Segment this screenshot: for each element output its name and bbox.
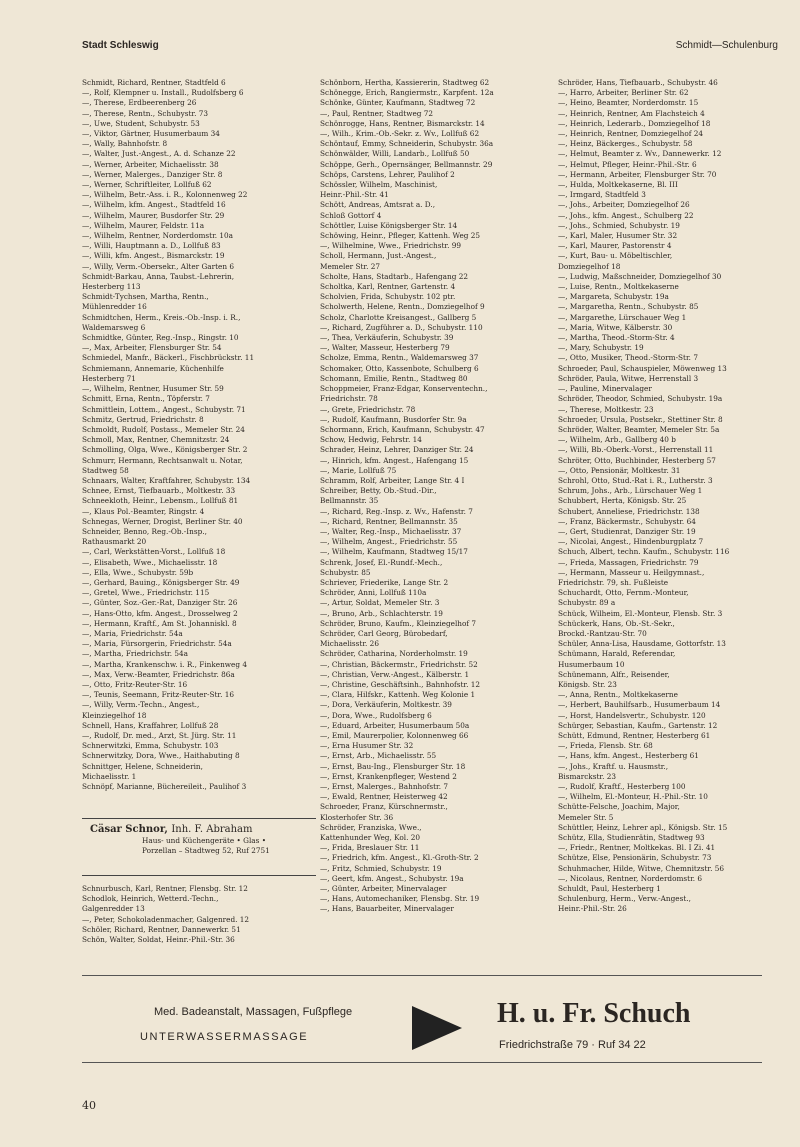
directory-entry: —, Hermann, Arbeiter, Flensburger Str. 70 — [558, 169, 717, 179]
directory-entry: —, Clara, Hilfskr., Kattenh. Weg Kolonie 1 — [320, 690, 476, 700]
directory-entry: Schoppmeier, Franz-Edgar, Konserventechn., — [320, 384, 488, 394]
directory-entry: Schmolling, Olga, Wwe., Königsberger Str. 2 — [82, 445, 248, 455]
directory-entry: Schröter, Otto, Buchbinder, Hesterberg 57 — [558, 455, 716, 465]
directory-entry: Schloß Gottorf 4 — [320, 210, 382, 220]
directory-entry: —, Max, Arbeiter, Flensburger Str. 54 — [82, 343, 222, 353]
directory-entry: Schmidtchen, Herm., Kreis.-Ob.-Insp. i. R., — [82, 312, 241, 322]
ad-schuch-underwater: UNTERWASSERMASSAGE — [140, 1031, 309, 1043]
directory-entry: —, Ewald, Rentner, Heisterweg 42 — [320, 792, 448, 802]
directory-entry: Schröder, Franziska, Wwe., — [320, 822, 422, 832]
directory-entry: Mühlenredder 16 — [82, 302, 147, 312]
directory-entry: —, Harro, Arbeiter, Berliner Str. 62 — [558, 88, 689, 98]
directory-entry: Schönrogge, Hans, Rentner, Bismarckstr. 14 — [320, 118, 485, 128]
directory-entry: Schünemann, Alfr., Reisender, — [558, 669, 670, 679]
directory-entry: Schröder, Theodor, Schmied, Schubystr. 19a — [558, 394, 723, 404]
directory-entry: —, Friedr., Rentner, Moltkekas. Bl. I Zi. 41 — [558, 843, 716, 853]
directory-entry: Michaelisstr. 26 — [320, 639, 379, 649]
directory-entry: Scholte, Hans, Stadtarb., Hafengang 22 — [320, 271, 468, 281]
directory-entry: Memeler Str. 5 — [558, 812, 614, 822]
directory-entry: —, Richard, Zugführer a. D., Schubystr. 110 — [320, 322, 483, 332]
directory-entry: Bellmannstr. 35 — [320, 496, 379, 506]
directory-entry: Schomaker, Otto, Kassenbote, Schulberg 6 — [320, 363, 479, 373]
ad-caesar-schnor — [82, 818, 316, 876]
directory-entry: Schrader, Heinz, Lehrer, Danziger Str. 24 — [320, 445, 474, 455]
directory-entry: —, Walter, Masseur, Hesterberg 79 — [320, 343, 450, 353]
directory-entry: Schroeder, Franz, Kürschnermstr., — [320, 802, 448, 812]
directory-entry: Königsb. Str. 23 — [558, 679, 617, 689]
directory-entry: Schöwing, Heinr., Pfleger, Kattenh. Weg 25 — [320, 231, 481, 241]
directory-entry: —, Christine, Geschäftsinh., Bahnhofstr. 12 — [320, 679, 480, 689]
directory-entry: Schürger, Sebastian, Kaufm., Gartenstr. 12 — [558, 720, 718, 730]
directory-entry: Schütte-Felsche, Joachim, Major, — [558, 802, 680, 812]
directory-entry: Waldemarsweg 6 — [82, 322, 146, 332]
directory-entry: —, Anna, Rentn., Moltkekaserne — [558, 690, 678, 700]
directory-entry: Scholze, Emma, Rentn., Waldemarsweg 37 — [320, 353, 479, 363]
directory-entry: Schuch, Albert, techn. Kaufm., Schubystr. 116 — [558, 547, 730, 557]
column-1-continued — [82, 884, 316, 945]
directory-entry: Heinr.-Phil.-Str. 41 — [320, 190, 389, 200]
directory-entry: Schuldt, Paul, Hesterberg 1 — [558, 884, 661, 894]
page-number: 40 — [82, 1099, 96, 1112]
directory-entry: Schnell, Hans, Kraffahrer, Lollfuß 28 — [82, 720, 219, 730]
directory-entry: Schmoll, Max, Rentner, Chemnitzstr. 24 — [82, 435, 230, 445]
directory-entry: —, Otto, Pensionär, Moltkestr. 31 — [558, 465, 681, 475]
directory-entry: —, Rudolf, Kraftf., Hesterberg 100 — [558, 782, 686, 792]
directory-entry: Schmidt-Barkau, Anna, Taubst.-Lehrerin, — [82, 271, 235, 281]
directory-entry: —, Heinrich, Lederarb., Domziegelhof 18 — [558, 118, 711, 128]
directory-entry: Schnegas, Werner, Drogist, Berliner Str. 40 — [82, 516, 243, 526]
ad-schuch-footer — [82, 975, 762, 1063]
directory-entry: —, Richard, Rentner, Bellmannstr. 35 — [320, 516, 458, 526]
header-range: Schmidt—Schulenburg — [675, 40, 778, 51]
directory-entry: —, Helmut, Beamter z. Wv., Dannewerkr. 12 — [558, 149, 722, 159]
directory-entry: Stadtweg 58 — [82, 465, 129, 475]
directory-entry: Schramm, Rolf, Arbeiter, Lange Str. 4 I — [320, 475, 465, 485]
ad-schnor-name: Cäsar Schnor, — [90, 824, 168, 835]
directory-entry: —, Wilhelmine, Wwe., Friedrichstr. 99 — [320, 241, 462, 251]
ad-schnor-line2: Haus- und Küchengeräte • Glas • — [142, 836, 267, 845]
directory-entry: —, Ludwig, Maßschneider, Domziegelhof 30 — [558, 271, 722, 281]
directory-entry: —, Bruno, Arb., Schlachterstr. 19 — [320, 608, 443, 618]
directory-entry: —, Frieda, Massagen, Friedrichstr. 79 — [558, 557, 699, 567]
directory-entry: —, Viktor, Gärtner, Husumerbaum 34 — [82, 129, 220, 139]
directory-entry: Heinr.-Phil.-Str. 26 — [558, 904, 627, 914]
directory-entry: Scholwerth, Helene, Rentn., Domziegelhof 9 — [320, 302, 485, 312]
directory-entry: Schückerk, Hans, Ob.-St.-Sekr., — [558, 618, 675, 628]
directory-entry: Schnaars, Walter, Kraftfahrer, Schubystr. 134 — [82, 475, 251, 485]
directory-entry: Friedrichstr. 78 — [320, 394, 378, 404]
directory-entry: —, Wally, Bahnhofstr. 8 — [82, 139, 168, 149]
directory-entry: —, Willi, Hauptmann a. D., Lollfuß 83 — [82, 241, 221, 251]
directory-entry: —, Karl, Maurer, Pastorenstr 4 — [558, 241, 672, 251]
directory-entry: —, Maria, Fürsorgerin, Friedrichstr. 54a — [82, 639, 232, 649]
directory-entry: Schümann, Harald, Referendar, — [558, 649, 676, 659]
directory-entry: —, Nicolai, Angest., Hindenburgplatz 7 — [558, 537, 704, 547]
directory-entry: —, Martha, Krankenschw. i. R., Finkenweg 4 — [82, 659, 248, 669]
directory-entry: Schött, Andreas, Amtsrat a. D., — [320, 200, 436, 210]
directory-entry: —, Horst, Handelsvertr., Schubystr. 120 — [558, 710, 706, 720]
header-city: Stadt Schleswig — [82, 40, 159, 51]
running-header — [82, 40, 778, 58]
directory-entry: —, Herbert, Bauhilfsarb., Husumerbaum 14 — [558, 700, 721, 710]
directory-entry: Schubbert, Herta, Königsb. Str. 25 — [558, 496, 687, 506]
ad-schuch-company: H. u. Fr. Schuch — [497, 998, 691, 1029]
column-1 — [82, 78, 316, 792]
directory-entry: —, Emil, Maurerpolier, Kolonnenweg 66 — [320, 731, 469, 740]
directory-entry: Schrohl, Otto, Stud.-Rat i. R., Lutherstr. 3 — [558, 475, 713, 485]
directory-entry: Michaelisstr. 1 — [82, 771, 137, 781]
directory-entry: Klosterhofer Str. 36 — [320, 812, 394, 822]
directory-entry: Schriever, Friederike, Lange Str. 2 — [320, 577, 449, 587]
directory-entry: Scholtka, Karl, Rentner, Gartenstr. 4 — [320, 282, 456, 292]
directory-entry: —, Richard, Reg.-Insp. z. Wv., Hafenstr. 7 — [320, 506, 473, 516]
directory-entry: —, Günter, Soz.-Ger.-Rat, Danziger Str. 26 — [82, 598, 238, 608]
directory-entry: Domziegelhof 18 — [558, 261, 621, 271]
directory-entry: —, Günter, Arbeiter, Minervalager — [320, 884, 447, 894]
directory-entry: Husumerbaum 10 — [558, 659, 625, 669]
directory-entry: —, Hans, Bauarbeiter, Minervalager — [320, 904, 454, 914]
ad-schuch-address: Friedrichstraße 79 · Ruf 34 22 — [499, 1039, 646, 1051]
directory-entry: —, Gretel, Wwe., Friedrichstr. 115 — [82, 588, 210, 598]
arrow-icon — [412, 1006, 462, 1050]
directory-entry: Schnerwitzky, Dora, Wwe., Haithabuting 8 — [82, 751, 240, 761]
directory-entry: Schnöpf, Marianne, Büchereileit., Paulihof 3 — [82, 782, 247, 792]
directory-entry: Schönborn, Hertha, Kassiererin, Stadtweg 62 — [320, 78, 490, 87]
directory-entry: Schuhmacher, Hilde, Witwe, Chemnitzstr. 56 — [558, 863, 724, 873]
directory-entry: —, Paul, Rentner, Stadtweg 72 — [320, 108, 434, 118]
directory-entry: —, Franz, Bäckermstr., Schubystr. 64 — [558, 516, 696, 526]
directory-entry: —, Wilhelm, Arb., Gallberg 40 b — [558, 435, 676, 445]
directory-entry: Schönke, Günter, Kaufmann, Stadtweg 72 — [320, 98, 476, 108]
directory-entry: Schröder, Paula, Witwe, Herrenstall 3 — [558, 373, 699, 383]
directory-entry: —, Uwe, Student, Schubystr. 53 — [82, 118, 200, 128]
directory-entry: —, Fritz, Schmied, Schubystr. 19 — [320, 863, 442, 873]
directory-entry: Schmittlein, Lottem., Angest., Schubystr. 71 — [82, 404, 246, 414]
directory-entry: —, Christian, Verw.-Angest., Kälberstr. 1 — [320, 669, 470, 679]
directory-entry: —, Hulda, Moltkekaserne, Bl. III — [558, 180, 678, 190]
directory-entry: —, Gerhard, Bauing., Königsberger Str. 49 — [82, 577, 240, 587]
directory-entry: Bismarckstr. 23 — [558, 771, 616, 781]
directory-entry: —, Ernst, Krankenpfleger, Westend 2 — [320, 771, 457, 781]
directory-entry: —, Willy, Verm.-Obersekr., Alter Garten 6 — [82, 261, 235, 271]
directory-entry: —, Wilhelm, Maurer, Busdorfer Str. 29 — [82, 210, 225, 220]
directory-entry: —, Martha, Theod.-Storm-Str. 4 — [558, 333, 675, 343]
directory-entry: —, Mary, Schubystr. 19 — [558, 343, 644, 353]
directory-entry: Kattenhunder Weg, Kol. 20 — [320, 833, 421, 843]
directory-entry: —, Ella, Wwe., Schubystr. 59b — [82, 567, 194, 577]
directory-entry: —, Rudolf, Kaufmann, Busdorfer Str. 9a — [320, 414, 467, 424]
directory-entry: —, Walter, Reg.-Insp., Michaelisstr. 37 — [320, 526, 462, 536]
directory-entry: —, Hermann, Masseur u. Heilgymnast., — [558, 567, 705, 577]
directory-entry: Schodlok, Heinrich, Wetterd.-Techn., — [82, 894, 219, 904]
directory-entry: —, Friedrich, kfm. Angest., Kl.-Groth-Str. 2 — [320, 853, 479, 863]
directory-entry: —, Grete, Friedrichstr. 78 — [320, 404, 416, 414]
directory-entry: —, Dora, Wwe., Rudolfsberg 6 — [320, 710, 432, 720]
directory-entry: —, Nicolaus, Rentner, Norderdomstr. 6 — [558, 873, 703, 883]
directory-entry: Hesterberg 113 — [82, 282, 141, 292]
directory-entry: —, Heinrich, Rentner, Am Flachsteich 4 — [558, 108, 705, 118]
directory-entry: —, Klaus Pol.-Beamter, Ringstr. 4 — [82, 506, 205, 516]
directory-entry: Schreiber, Betty, Ob.-Stud.-Dir., — [320, 486, 437, 496]
directory-entry: —, Teunis, Seemann, Fritz-Reuter-Str. 16 — [82, 690, 234, 700]
directory-entry: Schrum, Johs., Arb., Lürschauer Weg 1 — [558, 486, 703, 496]
directory-entry: —, Kurt, Bau- u. Möbeltischler, — [558, 251, 673, 261]
directory-entry: Schüttler, Heinz, Lehrer apl., Königsb. Str. 15 — [558, 822, 728, 832]
directory-entry: —, Therese, Erdbeerenberg 26 — [82, 98, 197, 108]
directory-entry: —, Wilhelm, Betr.-Ass. i. R., Kolonnenweg 22 — [82, 190, 248, 200]
directory-entry: Galgenredder 13 — [82, 904, 145, 914]
directory-entry: Schmitt, Erna, Rentn., Töpferstr. 7 — [82, 394, 210, 404]
directory-entry: —, Otto, Fritz-Reuter-Str. 16 — [82, 679, 188, 689]
directory-entry: Schmidtke, Günter, Reg.-Insp., Ringstr. 10 — [82, 333, 239, 343]
directory-entry: —, Rudolf, Dr. med., Arzt, St. Jürg. Str. 11 — [82, 731, 237, 740]
directory-entry: —, Heinz, Bäckerges., Schubystr. 58 — [558, 139, 693, 149]
directory-entry: Schütt, Edmund, Rentner, Hesterberg 61 — [558, 731, 711, 740]
directory-entry: —, Wilhelm, El.-Monteur, H.-Phil.-Str. 10 — [558, 792, 708, 802]
directory-entry: Brockd.-Rantzau-Str. 70 — [558, 628, 647, 638]
directory-entry: —, Hermann, Kraftf., Am St. Johanniskl. 8 — [82, 618, 237, 628]
directory-entry: Schroeder, Paul, Schauspieler, Möwenweg 13 — [558, 363, 727, 373]
directory-entry: Schüler, Anna-Lisa, Hausdame, Gottorfstr. 13 — [558, 639, 726, 649]
directory-entry: Schössler, Wilhelm, Maschinist, — [320, 180, 438, 190]
directory-entry: Hesterberg 71 — [82, 373, 136, 383]
directory-entry: Schomann, Emilie, Rentn., Stadtweg 80 — [320, 373, 468, 383]
directory-entry: —, Thea, Verkäuferin, Schubystr. 39 — [320, 333, 454, 343]
directory-entry: —, Gert, Studienrat, Danziger Str. 19 — [558, 526, 696, 536]
directory-entry: Schubert, Anneliese, Friedrichstr. 138 — [558, 506, 700, 516]
directory-entry: Schmurr, Hermann, Rechtsanwalt u. Notar, — [82, 455, 243, 465]
directory-entry: —, Ernst, Bau-Ing., Flensburger Str. 18 — [320, 761, 466, 771]
directory-entry: —, Max, Verw.-Beamter, Friedrichstr. 86a — [82, 669, 235, 679]
directory-entry: —, Otto, Musiker, Theod.-Storm-Str. 7 — [558, 353, 698, 363]
directory-entry: —, Wilhelm, Rentner, Norderdomstr. 10a — [82, 231, 234, 241]
directory-entry: —, Ernst, Arb., Michaelisstr. 55 — [320, 751, 437, 761]
directory-entry: —, Wilhelm, Angest., Friedrichstr. 55 — [320, 537, 458, 547]
directory-entry: —, Margareta, Schubystr. 19a — [558, 292, 669, 302]
directory-entry: Schneekloth, Heinr., Lebensm., Lollfuß 81 — [82, 496, 239, 506]
directory-entry: —, Therese, Rentn., Schubystr. 73 — [82, 108, 208, 118]
directory-entry: —, Frieda, Flensb. Str. 68 — [558, 741, 653, 751]
directory-entry: —, Johs., Kraftf. u. Hausmstr., — [558, 761, 669, 771]
ad-schnor-owner: Inh. F. Abraham — [171, 824, 253, 835]
directory-entry: Schmitz, Gertrud, Friedrichstr. 8 — [82, 414, 204, 424]
directory-entry: Scholl, Hermann, Just.-Angest., — [320, 251, 437, 261]
directory-entry: Kleinziegelhof 18 — [82, 710, 147, 720]
directory-entry: —, Maria, Friedrichstr. 54a — [82, 628, 183, 638]
directory-entry: Schröder, Catharina, Norderholmstr. 19 — [320, 649, 468, 659]
directory-entry: Schöntauf, Emmy, Schneiderin, Schubystr. 36a — [320, 139, 494, 149]
directory-entry: —, Johs., Arbeiter, Domziegelhof 26 — [558, 200, 690, 210]
directory-entry: Schütze, Else, Pensionärin, Schubystr. 73 — [558, 853, 712, 863]
directory-entry: Schmidt, Richard, Rentner, Stadtfeld 6 — [82, 78, 226, 87]
directory-entry: —, Hans, kfm. Angest., Hesterberg 61 — [558, 751, 699, 761]
directory-entry: —, Pauline, Minervalager — [558, 384, 652, 394]
directory-entry: Schröder, Bruno, Kaufm., Kleinziegelhof 7 — [320, 618, 477, 628]
directory-entry: —, Margarethe, Lürschauer Weg 1 — [558, 312, 687, 322]
directory-entry: —, Erna Husumer Str. 32 — [320, 741, 414, 751]
directory-entry: Schröder, Hans, Tiefbauarb., Schubystr. 46 — [558, 78, 718, 87]
directory-entry: Schön, Walter, Soldat, Heinr.-Phil.-Str. 36 — [82, 935, 235, 945]
directory-entry: Schröder, Carl Georg, Bürobedarf, — [320, 628, 448, 638]
directory-entry: —, Wilh., Krim.-Ob.-Sekr. z. Wv., Lollfuß 62 — [320, 129, 480, 139]
directory-entry: Schmiemann, Annemarie, Küchenhilfe — [82, 363, 224, 373]
directory-entry: —, Hans-Otto, kfm. Angest., Drosselweg 2 — [82, 608, 238, 618]
directory-entry: Schnittger, Helene, Schneiderin, — [82, 761, 203, 771]
directory-entry: —, Helmut, Pfleger, Heinr.-Phil.-Str. 6 — [558, 159, 697, 169]
directory-entry: —, Carl, Werkstätten-Vorst., Lollfuß 18 — [82, 547, 226, 557]
directory-entry: Schöttler, Luise Königsberger Str. 14 — [320, 220, 458, 230]
column-2 — [320, 78, 552, 915]
directory-entry: —, Heinrich, Rentner, Domziegelhof 24 — [558, 129, 704, 139]
directory-entry: —, Therese, Moltkestr. 23 — [558, 404, 654, 414]
directory-entry: Schuchardt, Otto, Fernm.-Monteur, — [558, 588, 689, 598]
directory-entry: Schröder, Anni, Lollfuß 110a — [320, 588, 427, 598]
directory-entry: —, Werner, Schriftleiter, Lollfuß 62 — [82, 180, 212, 190]
directory-entry: Schöler, Richard, Rentner, Dannewerkr. 51 — [82, 924, 241, 934]
directory-entry: —, Peter, Schokoladenmacher, Galgenred. 12 — [82, 914, 250, 924]
directory-entry: —, Irmgard, Stadtfeld 3 — [558, 190, 646, 200]
directory-entry: Schulenburg, Herm., Verw.-Angest., — [558, 894, 691, 904]
directory-entry: —, Maria, Witwe, Kälberstr. 30 — [558, 322, 673, 332]
directory-entry: —, Wilhelm, Maurer, Feldstr. 11a — [82, 220, 205, 230]
directory-entry: —, Walter, Just.-Angest., A. d. Schanze 22 — [82, 149, 236, 159]
directory-entry: —, Frida, Breslauer Str. 11 — [320, 843, 420, 853]
directory-entry: Schmidt-Tychsen, Martha, Rentn., — [82, 292, 209, 302]
directory-entry: —, Hans, Automechaniker, Flensbg. Str. 19 — [320, 894, 480, 904]
directory-entry: Rathausmarkt 20 — [82, 537, 147, 547]
directory-entry: —, Christian, Bäckermstr., Friedrichstr. 52 — [320, 659, 478, 669]
directory-entry: —, Marie, Lollfuß 75 — [320, 465, 397, 475]
directory-entry: —, Wilhelm, kfm. Angest., Stadtfeld 16 — [82, 200, 226, 210]
directory-entry: Schroeder, Ursula, Postsekr., Stettiner Str. 8 — [558, 414, 723, 424]
directory-entry: —, Johs., Schmied, Schubystr. 19 — [558, 220, 680, 230]
directory-entry: —, Luise, Rentn., Moltkekaserne — [558, 282, 679, 292]
directory-entry: —, Werner, Malerges., Danziger Str. 8 — [82, 169, 223, 179]
ad-schuch-services: Med. Badeanstalt, Massagen, Fußpflege — [154, 1006, 353, 1018]
directory-entry: Scholvien, Frida, Schubystr. 102 ptr. — [320, 292, 456, 302]
directory-entry: Memeler Str. 27 — [320, 261, 381, 271]
directory-entry: Schmiedel, Manfr., Bäckerl., Fischbrückstr. 11 — [82, 353, 255, 363]
directory-entry: Schöppe, Gerh., Opernsänger, Bellmannstr. 29 — [320, 159, 493, 169]
ad-schnor-line3: Porzellan – Stadtweg 52, Ruf 2751 — [142, 846, 270, 855]
directory-entry: —, Margaretha, Rentn., Schubystr. 85 — [558, 302, 699, 312]
directory-entry: —, Willi, kfm. Angest., Bismarckstr. 19 — [82, 251, 225, 261]
directory-entry: Schow, Hedwig, Fehrstr. 14 — [320, 435, 422, 445]
directory-entry: Schönegge, Erich, Rangiermstr., Karpfent. 12a — [320, 88, 494, 98]
directory-entry: Schütz, Ella, Studienrätin, Stadtweg 93 — [558, 833, 705, 843]
directory-entry: —, Artur, Soldat, Memeler Str. 3 — [320, 598, 440, 608]
directory-entry: Schnee, Ernst, Tiefbauarb., Moltkestr. 33 — [82, 486, 236, 496]
directory-entry: —, Werner, Arbeiter, Michaelisstr. 38 — [82, 159, 219, 169]
directory-entry: —, Wilhelm, Kaufmann, Stadtweg 15/17 — [320, 547, 468, 557]
directory-entry: Schrenk, Josef, El.-Rundf.-Mech., — [320, 557, 443, 567]
directory-entry: —, Eduard, Arbeiter, Husumerbaum 50a — [320, 720, 470, 730]
directory-entry: Schröder, Walter, Beamter, Memeler Str. 5a — [558, 424, 720, 434]
directory-entry: —, Willy, Verm.-Techn., Angest., — [82, 700, 200, 710]
column-3 — [558, 78, 794, 915]
directory-entry: Schnerwitzki, Emma, Schubystr. 103 — [82, 741, 219, 751]
directory-entry: Schmoldt, Rudolf, Postass., Memeler Str. 24 — [82, 424, 245, 434]
directory-entry: Schück, Wilheim, El.-Monteur, Flensb. Str. 3 — [558, 608, 723, 618]
directory-entry: Schubystr. 89 a — [558, 598, 616, 608]
directory-entry: —, Elisabeth, Wwe., Michaelisstr. 18 — [82, 557, 218, 567]
directory-entry: —, Heino, Beamter, Norderdomstr. 15 — [558, 98, 699, 108]
directory-entry: Schubystr. 85 — [320, 567, 371, 577]
directory-entry: —, Geert, kfm. Angest., Schubystr. 19a — [320, 873, 464, 883]
directory-entry: —, Martha, Friedrichstr. 54a — [82, 649, 188, 659]
directory-entry: —, Willi, Bb.-Oberk.-Vorst., Herrenstall 11 — [558, 445, 714, 455]
directory-entry: —, Johs., kfm. Angest., Schulberg 22 — [558, 210, 694, 220]
directory-entry: —, Wilhelm, Rentner, Husumer Str. 59 — [82, 384, 224, 394]
directory-entry: Friedrichstr. 79, sh. Fußleiste — [558, 577, 669, 587]
directory-entry: Schönwälder, Willi, Landarb., Lollfuß 50 — [320, 149, 470, 159]
directory-entry: —, Hinrich, kfm. Angest., Hafengang 15 — [320, 455, 469, 465]
directory-entry: Schneider, Benno, Reg.-Ob.-Insp., — [82, 526, 207, 536]
directory-entry: Schöps, Carstens, Lehrer, Paulihof 2 — [320, 169, 455, 179]
directory-entry: —, Karl, Maler, Husumer Str. 32 — [558, 231, 678, 241]
directory-entry: —, Rolf, Klempner u. Install., Rudolfsberg 6 — [82, 88, 244, 98]
directory-entry: —, Dora, Verkäuferin, Moltkestr. 39 — [320, 700, 452, 710]
directory-entry: Scholz, Charlotte Kreisangest., Gallberg 5 — [320, 312, 477, 322]
directory-entry: —, Ernst, Malerges., Bahnhofstr. 7 — [320, 782, 448, 792]
directory-entry: Schnurbusch, Karl, Rentner, Flensbg. Str. 12 — [82, 884, 248, 893]
directory-entry: Schormann, Erich, Kaufmann, Schubystr. 47 — [320, 424, 485, 434]
